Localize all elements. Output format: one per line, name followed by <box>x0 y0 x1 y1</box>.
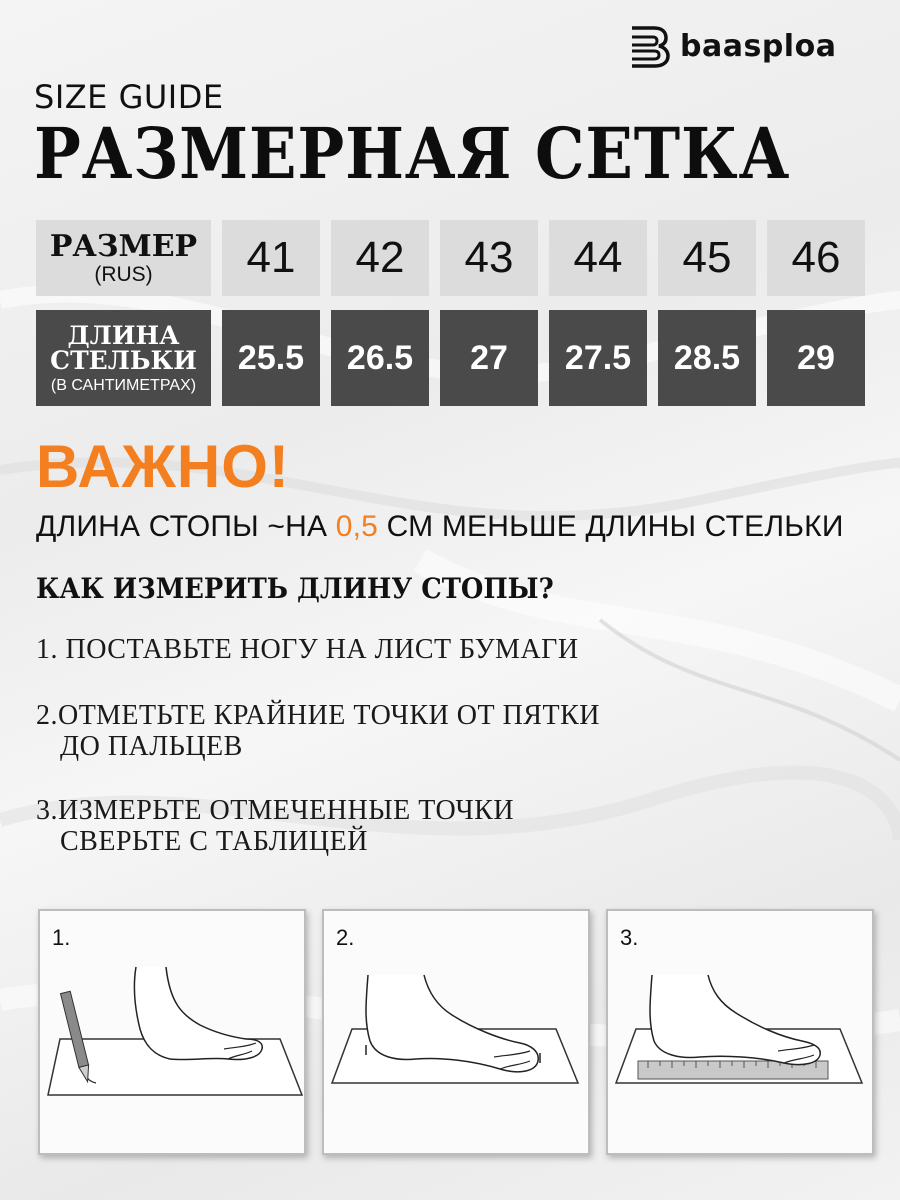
foot-with-pencil-icon <box>40 911 304 1153</box>
note-text-before: ДЛИНА СТОПЫ ~НА <box>36 510 336 543</box>
length-value: 29 <box>797 338 835 377</box>
size-cell <box>549 220 647 296</box>
length-value: 26.5 <box>346 338 414 377</box>
length-cell <box>767 310 865 406</box>
foot-marked-points-icon <box>324 911 588 1153</box>
illustration-panel-3 <box>606 909 874 1155</box>
step-3-line1: 3.ИЗМЕРЬТЕ ОТМЕЧЕННЫЕ ТОЧКИ <box>36 795 515 826</box>
step-1-line: 1. ПОСТАВЬТЕ НОГУ НА ЛИСТ БУМАГИ <box>36 634 579 665</box>
size-value: 43 <box>464 233 514 282</box>
step-2 <box>36 700 600 763</box>
size-value: 42 <box>355 233 405 282</box>
important-heading: ВАЖНО! <box>36 433 290 500</box>
length-cell <box>549 310 647 406</box>
length-value: 27.5 <box>564 338 632 377</box>
illustration-panel-1 <box>38 909 306 1155</box>
illustration-number: 3. <box>620 925 639 950</box>
size-row-sublabel: (RUS) <box>94 262 153 286</box>
length-cell <box>331 310 429 406</box>
illustration-panel-2 <box>322 909 590 1155</box>
length-cell <box>440 310 538 406</box>
step-2-line1: 2.ОТМЕТЬТЕ КРАЙНИЕ ТОЧКИ ОТ ПЯТКИ <box>36 700 600 731</box>
note-text-after: СМ МЕНЬШЕ ДЛИНЫ СТЕЛЬКИ <box>378 510 844 543</box>
length-cell <box>658 310 756 406</box>
illustration-number: 2. <box>336 925 355 950</box>
length-row-header <box>36 310 211 406</box>
step-3-line2: СВЕРЬТЕ С ТАБЛИЦЕЙ <box>60 826 368 858</box>
size-cell <box>440 220 538 296</box>
insole-length-row <box>36 310 865 406</box>
size-cell <box>222 220 320 296</box>
b-letter-logo-icon <box>628 24 672 68</box>
size-cell <box>658 220 756 296</box>
illustration-number: 1. <box>52 925 71 950</box>
brand-logo <box>628 24 836 68</box>
size-value: 46 <box>791 233 841 282</box>
length-cell <box>222 310 320 406</box>
length-row-sublabel: (В САНТИМЕТРАХ) <box>50 376 197 394</box>
size-cell <box>331 220 429 296</box>
length-value: 27 <box>470 338 508 377</box>
step-1 <box>36 634 579 665</box>
page-title: РАЗМЕРНАЯ СЕТКА <box>34 112 791 195</box>
step-2-line2: ДО ПАЛЬЦЕВ <box>60 731 243 763</box>
step-3 <box>36 795 514 858</box>
brand-name: baasploa <box>680 28 837 64</box>
size-guide-subtitle: SIZE GUIDE <box>34 78 224 116</box>
length-value: 28.5 <box>673 338 741 377</box>
size-row <box>36 220 865 296</box>
note-accent-value: 0,5 <box>335 510 379 543</box>
size-cell <box>767 220 865 296</box>
size-row-label: РАЗМЕР <box>49 228 198 264</box>
how-to-measure-title: КАК ИЗМЕРИТЬ ДЛИНУ СТОПЫ? <box>36 572 554 605</box>
size-value: 44 <box>573 233 623 282</box>
size-value: 45 <box>682 233 732 282</box>
size-row-header <box>36 220 211 296</box>
size-value: 41 <box>246 233 296 282</box>
length-row-label-line1: ДЛИНА <box>67 320 180 350</box>
length-value: 25.5 <box>237 338 305 377</box>
important-note <box>36 510 844 544</box>
foot-with-ruler-icon <box>608 911 872 1153</box>
length-row-label-line2: СТЕЛЬКИ <box>50 346 197 375</box>
